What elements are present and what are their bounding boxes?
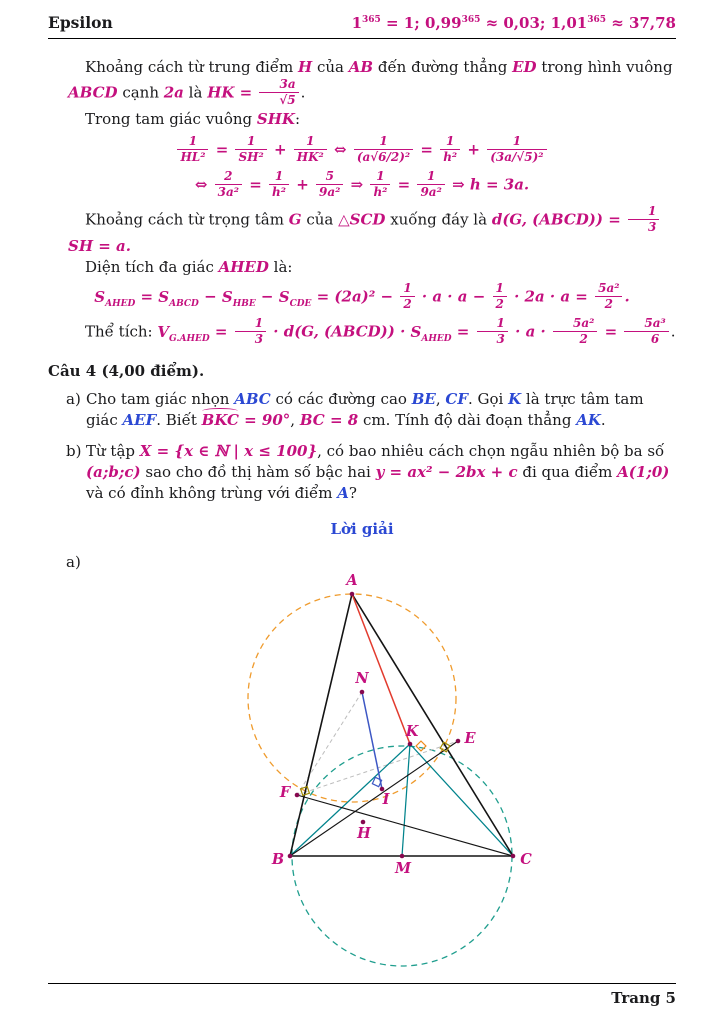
- brand-title: Epsilon: [48, 13, 113, 32]
- item-b-text: Từ tập X = {x ∈ ℕ | x ≤ 100}, có bao nhiêu cách chọn ngẫu nhiên bộ ba số (a;b;c) sao cho đồ thị hàm số bậc hai y = ax² − 2bx + c đi qua điểm A(1;0) và có đỉnh không trùng với điểm A?: [86, 441, 670, 503]
- svg-text:N: N: [355, 670, 369, 687]
- svg-text:M: M: [394, 860, 412, 877]
- svg-text:K: K: [405, 723, 419, 740]
- paragraph-volume: Thể tích: $V_{G.AHED}$ = $\frac{1}{3}$ · d(G, (ABCD)) · $S_{AHED}$ = $\frac{1}{3}$ · a · $\frac{\text{5a²}}{2}$ = $\frac{\text{5a³}}{6}$ .: [85, 316, 676, 347]
- exercise-item-b: [66, 441, 676, 505]
- svg-text:I: I: [382, 791, 390, 808]
- paragraph-right-triangle: Trong tam giác vuông SHK:: [85, 110, 301, 129]
- page-footer: [48, 983, 676, 1007]
- svg-text:B: B: [271, 851, 285, 868]
- footer-rule: [48, 983, 676, 984]
- page-number: Trang 5: [611, 989, 676, 1007]
- svg-text:F: F: [279, 784, 291, 801]
- display-math-1: $\frac{1}{\text{HL²}}$ = $\frac{1}{\text{SH²}}$ + $\frac{1}{\text{HK²}}$ ⇔ $\frac{1}{\text{(a√6/2)²}}$ = $\frac{1}{\text{h²}}$ + $\frac{1}{\text{(3a/√5)²}}$: [48, 135, 676, 166]
- paragraph-distance-hk: Khoảng cách từ trung điểm H của AB đến đường thẳng ED trong hình vuông ABCD cạnh 2a là HK = $\frac{3a}{√5}$ .: [68, 58, 673, 108]
- page-content: [0, 39, 724, 571]
- exercise-item-a: [66, 389, 676, 432]
- svg-text:E: E: [464, 730, 476, 747]
- solution-heading: Lời giải: [330, 519, 394, 538]
- problem-heading: Câu 4 (4,00 điểm).: [48, 362, 205, 381]
- item-b-marker: b): [66, 441, 82, 460]
- svg-text:A: A: [346, 572, 358, 589]
- paragraph-centroid-distance: Khoảng cách từ trọng tâm G của △SCD xuống đáy là d(G, (ABCD)) = $\frac{1}{3}$ SH = a.: [68, 205, 676, 257]
- svg-text:H: H: [357, 825, 371, 842]
- item-a-marker: a): [66, 390, 81, 409]
- paragraph-area-intro: Diện tích đa giác AHED là:: [85, 257, 293, 276]
- svg-text:C: C: [520, 851, 532, 868]
- display-math-3: $S_{AHED} = S_{ABCD} - S_{HBE} - S_{CDE} = (2a)^2$ − $\frac{1}{2}$ · a · a − $\frac{1}{2}$ · 2a · a = $\frac{\text{5a²}}{2}$ .: [94, 281, 630, 312]
- figure-svg: [233, 563, 545, 981]
- sub-item-a-label: a): [66, 552, 81, 571]
- item-a-text: Cho tam giác nhọn ABC có các đường cao BE, CF. Gọi K là trực tâm tam giác AEF. Biết BKC = 90°, BC = 8 cm. Tính độ dài đoạn thẳng AK.: [86, 390, 644, 430]
- display-math-2: ⇔ $\frac{2}{\text{3a²}}$ = $\frac{1}{\text{h²}}$ + $\frac{5}{\text{9a²}}$ ⇒ $\frac{1}{\text{h²}}$ = $\frac{1}{\text{9a²}}$ ⇒ h = 3a.: [194, 168, 530, 199]
- geometry-figure: [233, 563, 545, 985]
- header-formula: $1^{365} = 1$; $0,99^{365} \approx 0,03$; $1,01^{365} \approx 37,78$: [351, 14, 676, 32]
- page-header: [0, 0, 724, 32]
